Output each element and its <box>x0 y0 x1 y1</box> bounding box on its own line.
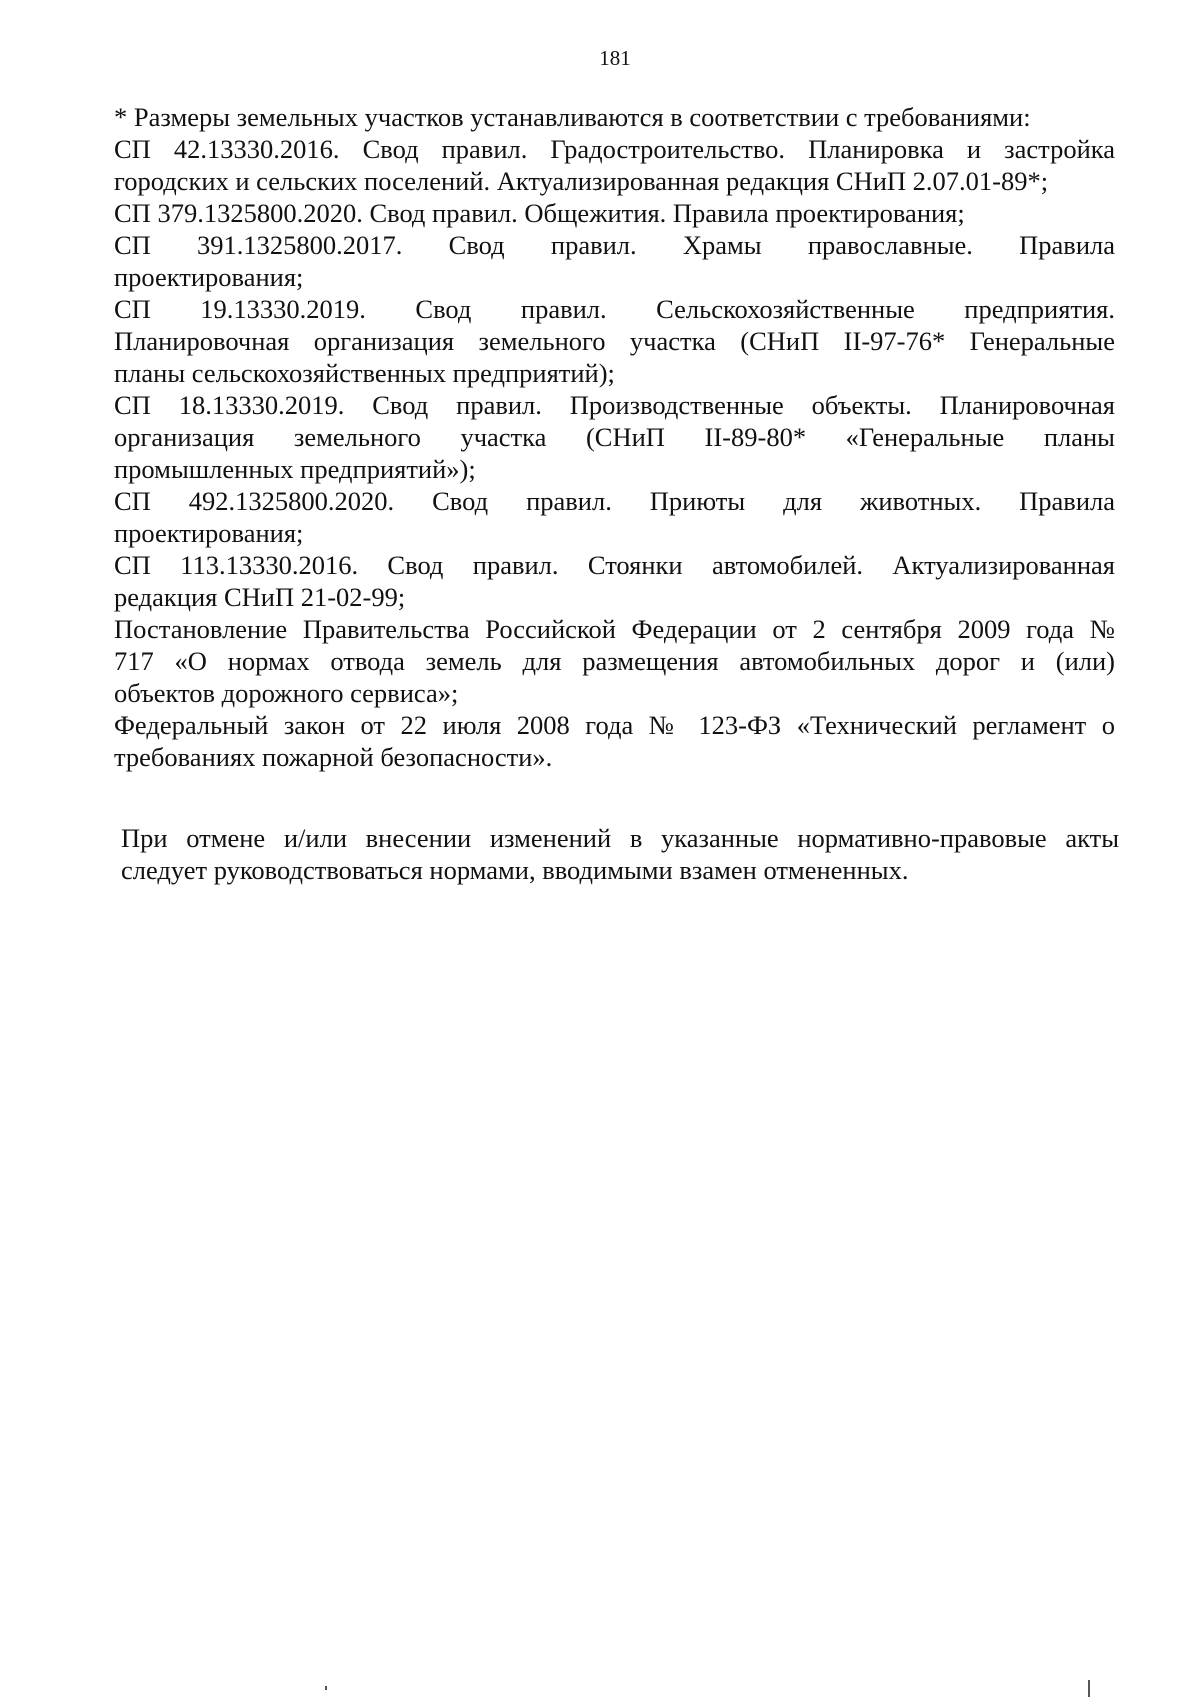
list-item-sp-492 <box>114 485 1115 549</box>
item-line: проектирования; <box>114 262 304 292</box>
item-line: СП 379.1325800.2020. Свод правил. Общежития. Правила проектирования; <box>114 198 965 228</box>
item-line: объектов дорожного сервиса»; <box>114 678 459 708</box>
list-item-federal-law <box>114 709 1115 773</box>
list-item-sp-113 <box>114 549 1115 613</box>
item-line: СП 391.1325800.2017. Свод правил. Храмы православные. Правила <box>114 230 1115 260</box>
item-line: организация земельного участка (СНиП II-89-80* «Генеральные планы <box>114 422 1115 452</box>
item-line: Федеральный закон от 22 июля 2008 года № 123-ФЗ «Технический регламент о <box>114 710 1115 740</box>
requirements-list <box>114 101 1115 773</box>
item-line: промышленных предприятий»); <box>114 454 476 484</box>
scan-artifact <box>325 1686 327 1690</box>
scan-artifact <box>1088 1680 1090 1697</box>
intro-line: * Размеры земельных участков устанавливаются в соответствии с требованиями: <box>114 102 1031 132</box>
item-line: СП 19.13330.2019. Свод правил. Сельскохозяйственные предприятия. <box>114 294 1115 324</box>
item-line: проектирования; <box>114 518 304 548</box>
note-line: При отмене и/или внесении изменений в указанные нормативно-правовые акты <box>121 823 1119 853</box>
item-line: СП 42.13330.2016. Свод правил. Градостроительство. Планировка и застройка <box>114 134 1115 164</box>
item-line: 717 «О нормах отвода земель для размещения автомобильных дорог и (или) <box>114 646 1115 676</box>
list-item-sp-18 <box>114 389 1115 485</box>
item-line: городских и сельских поселений. Актуализированная редакция СНиП 2.07.01-89*; <box>114 166 1049 196</box>
note-line: следует руководствоваться нормами, вводимыми взамен отмененных. <box>121 855 909 885</box>
item-line: планы сельскохозяйственных предприятий); <box>114 358 615 388</box>
item-line: СП 18.13330.2019. Свод правил. Производственные объекты. Планировочная <box>114 390 1115 420</box>
list-item-sp-391 <box>114 229 1115 293</box>
page-number: 181 <box>599 46 631 70</box>
item-line: Постановление Правительства Российской Федерации от 2 сентября 2009 года № <box>114 614 1115 644</box>
item-line: Планировочная организация земельного участка (СНиП II-97-76* Генеральные <box>114 326 1115 356</box>
list-item-sp-19 <box>114 293 1115 389</box>
item-line: СП 492.1325800.2020. Свод правил. Приюты для животных. Правила <box>114 486 1115 516</box>
list-item-sp-379 <box>114 197 1115 229</box>
item-line: редакция СНиП 21-02-99; <box>114 582 406 612</box>
list-item-sp-42 <box>114 133 1115 197</box>
item-line: СП 113.13330.2016. Свод правил. Стоянки автомобилей. Актуализированная <box>114 550 1115 580</box>
amendment-note <box>121 822 1119 886</box>
list-item-government-decree <box>114 613 1115 709</box>
item-line: требованиях пожарной безопасности». <box>114 742 553 772</box>
